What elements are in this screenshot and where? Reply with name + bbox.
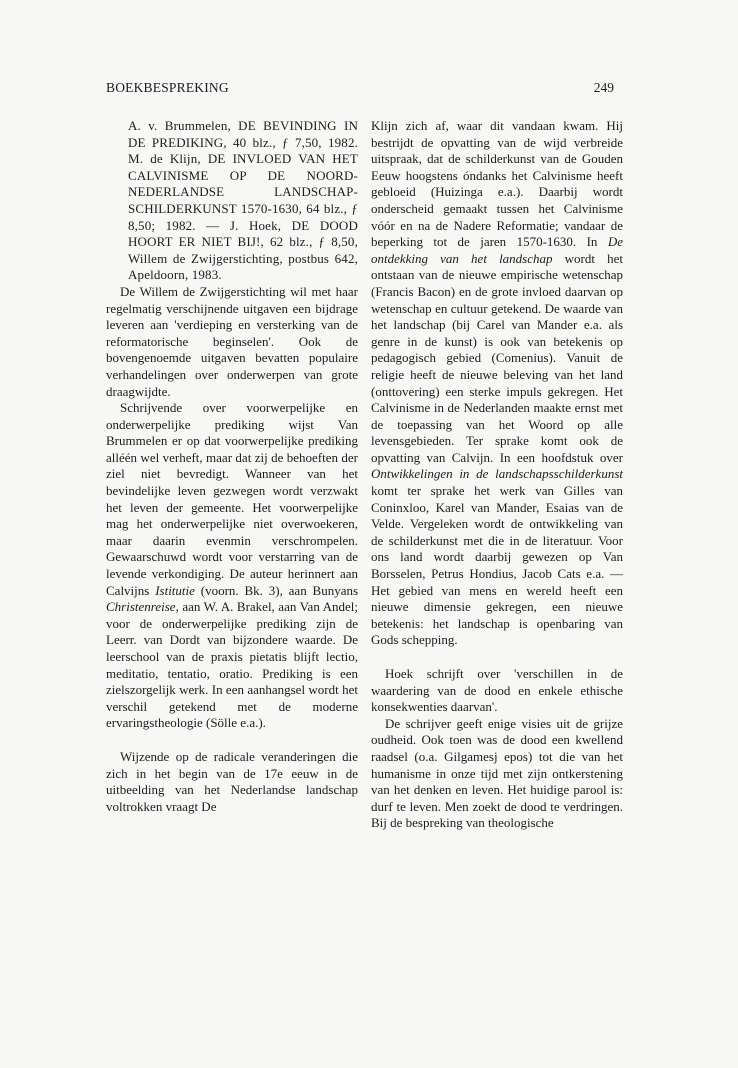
paragraph	[371, 118, 623, 649]
paragraph: Hoek schrijft over 'verschillen in de waardering van de dood en enkele ethische konsekwenties daarvan'.	[371, 666, 623, 715]
book-title: Christenreise,	[106, 599, 179, 615]
text: komt ter sprake het werk van Gilles van Coninxloo, Karel van Mander, Esaias van de Velde. Vergeleken wordt de ontwikkeling van de schilderkunst met die in de literatuur. Voor ons land wordt daarbij gewezen op Van Borsselen, Petrus Hondius, Jacob Cats e.a. — Het gebied van mens en wereld heeft een nieuwe dimensie gekregen, een nieuwe betekenis: het landschap is openbaring van Gods schepping.	[371, 483, 623, 648]
left-column	[106, 118, 358, 815]
paragraph	[106, 400, 358, 732]
right-column	[371, 118, 623, 832]
paragraph: Wijzende op de radicale veranderingen die zich in het begin van de 17e eeuw in de uitbeelding van het Nederlandse landschap voltrokken vraagt De	[106, 748, 358, 814]
book-list-entry	[106, 118, 358, 284]
chapter-title: Ontwikkelingen in de landschapsschilderkunst	[371, 466, 623, 482]
paragraph: De schrijver geeft enige visies uit de grijze oudheid. Ook toen was de dood een kwellend raadsel (o.a. Gilgamesj epos) tot die van het humanisme in onze tijd met zijn ontkerstening van het denken en leven. Het huidige parool is: durf te leven. Men zoekt de dood te verdringen. Bij de bespreking van theologische	[371, 715, 623, 831]
text: (voorn. Bk. 3), aan Bunyans	[200, 582, 359, 598]
book-title: Istitutie	[155, 582, 195, 598]
chapter-title: De ontdekking van het landschap	[371, 234, 624, 266]
text: Klijn zich af, waar dit vandaan kwam. Hij bestrijdt de opvatting van de wijd verbreide uitspraak, dat de schilderkunst van de Gouden Eeuw hoogstens óndanks het Calvinisme heeft gebloeid (Huizinga e.a.). Daarbij wordt onderscheid gemaakt tussen het Calvinisme vóór en na de Nadere Reformatie; vandaar de beperking tot de jaren 1570-1630. In	[371, 118, 623, 250]
paragraph: De Willem de Zwijgerstichting wil met haar regelmatig verschijnende uitgaven een bijdrage leveren aan 'verdieping en versterking van de reformatorische beginselen'. Ook de bovengenoemde uitgaven bevatten populaire verhandelingen over onderwerpen van grote draagwijdte.	[106, 283, 358, 399]
text: wordt het ontstaan van de nieuwe empirische wetenschap (Francis Bacon) en de grote invloed daarvan op wetenschap en cultuur getekend. De waarde van het landschap (bij Carel van Mander e.a. als genre in de kunst) is ook van betekenis op pedagogisch gebied (Comenius). Vanuit de religie heeft de nieuwe beleving van het land (onttovering) een sterke impuls gekregen. Het Calvinisme in de Nederlanden maakte ernst met de toepassing van het Woord op alle levensgebieden. Ter sprake komt ook de opvatting van Calvijn. In een hoofdstuk over	[371, 250, 623, 465]
text: Schrijvende over voorwerpelijke en onderwerpelijke prediking wijst Van Brummelen er op dat voorwerpelijke prediking alléén wel verheft, maar dat zij de behoeften der ziel niet bevredigt. Wanneer van het bevindelijke leven gezwegen wordt verzwakt het leven der gemeente. Het voorwerpelijke mag het onderwerpelijke niet overwoekeren, maar daarin evenmin verschrompelen. Gewaarschuwd wordt voor verstarring van de levende verkondiging. De auteur herinnert aan Calvijns	[106, 400, 358, 598]
page-number: 249	[593, 80, 614, 95]
running-head: BOEKBESPREKING	[106, 80, 229, 95]
text: aan W. A. Brakel, aan Van Andel; voor de onderwerpelijke prediking zijn de Leerr. van Dordt van bijzondere waarde. De leerschool van de praxis pietatis blijft lectio, meditatio, tentatio, oratio. Prediking is een zielszorgelijk werk. In een aanhangsel wordt het verschil getekend met de moderne ervaringstheologie (Sölle e.a.).	[106, 599, 358, 731]
book-list-text: A. v. Brummelen, DE BEVINDING IN DE PREDIKING, 40 blz., ƒ 7,50, 1982. M. de Klijn, DE INVLOED VAN HET CALVINISME OP DE NOORD-NEDERLANDSE LANDSCHAP-SCHILDERKUNST 1570-1630, 64 blz., ƒ 8,50; 1982. — J. Hoek, DE DOOD HOORT ER NIET BIJ!, 62 blz., ƒ 8,50, Willem de Zwijgerstichting, postbus 642, Apeldoorn, 1983.	[128, 118, 358, 283]
